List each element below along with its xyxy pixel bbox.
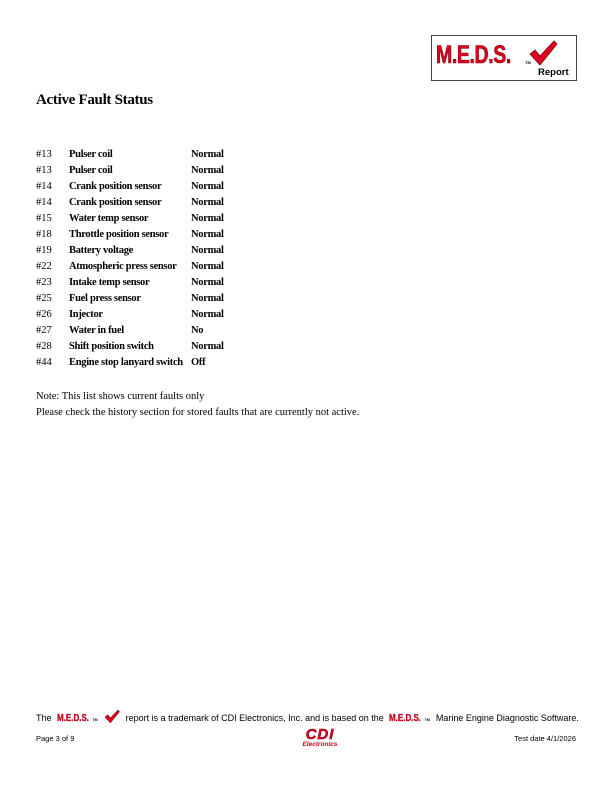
fault-row xyxy=(36,227,336,243)
page-number: Page 3 of 9 xyxy=(36,734,75,743)
test-date: Test date 4/1/2026 xyxy=(514,734,576,743)
fault-name: Atmospheric press sensor xyxy=(69,261,177,272)
fault-name: Throttle position sensor xyxy=(69,229,169,240)
fault-name: Intake temp sensor xyxy=(69,277,150,288)
fault-name: Crank position sensor xyxy=(69,181,162,192)
fault-name: Pulser coil xyxy=(69,165,113,176)
fault-code: #13 xyxy=(36,165,52,176)
fault-status: Normal xyxy=(191,261,224,272)
fault-row xyxy=(36,275,336,291)
check-mark-icon xyxy=(104,709,120,724)
fault-name: Injector xyxy=(69,309,103,320)
fault-code: #27 xyxy=(36,325,52,336)
cdi-electronics-logo xyxy=(290,725,350,749)
fault-name: Fuel press sensor xyxy=(69,293,141,304)
fault-code: #19 xyxy=(36,245,52,256)
fault-row xyxy=(36,211,336,227)
fault-code: #26 xyxy=(36,309,52,320)
fault-status: Normal xyxy=(191,293,224,304)
fault-row xyxy=(36,179,336,195)
fault-status: No xyxy=(191,325,204,336)
fault-status: Normal xyxy=(191,165,224,176)
fault-status: Normal xyxy=(191,197,224,208)
fault-name: Shift position switch xyxy=(69,341,154,352)
logo-report-text: Report xyxy=(538,67,569,78)
fault-code: #25 xyxy=(36,293,52,304)
footer-middle-text: report is a trademark of CDI Electronics, Inc. and is based on the xyxy=(125,713,384,723)
fault-row xyxy=(36,307,336,323)
fault-code: #44 xyxy=(36,357,52,368)
footer-trademark-line xyxy=(36,709,579,724)
fault-row xyxy=(36,163,336,179)
fault-code: #23 xyxy=(36,277,52,288)
footer-tm-2: TM xyxy=(424,718,430,722)
fault-list xyxy=(36,147,336,371)
fault-status: Normal xyxy=(191,181,224,192)
fault-row xyxy=(36,243,336,259)
fault-name: Engine stop lanyard switch xyxy=(69,357,183,368)
fault-status: Normal xyxy=(191,149,224,160)
meds-report-logo xyxy=(431,35,577,81)
logo-brand-text: M.E.D.S. xyxy=(436,41,511,69)
fault-code: #14 xyxy=(36,181,52,192)
fault-row xyxy=(36,291,336,307)
footer-tm-1: TM xyxy=(92,718,98,722)
fault-row xyxy=(36,323,336,339)
fault-row xyxy=(36,195,336,211)
check-mark-icon xyxy=(528,39,558,67)
note xyxy=(36,389,359,421)
fault-row xyxy=(36,355,336,371)
fault-code: #28 xyxy=(36,341,52,352)
fault-status: Normal xyxy=(191,309,224,320)
fault-code: #13 xyxy=(36,149,52,160)
cdi-logo-text: CDI xyxy=(305,726,335,743)
footer-the: The xyxy=(36,713,52,723)
fault-name: Pulser coil xyxy=(69,149,113,160)
fault-code: #14 xyxy=(36,197,52,208)
fault-status: Normal xyxy=(191,341,224,352)
fault-status: Normal xyxy=(191,229,224,240)
fault-status: Normal xyxy=(191,277,224,288)
fault-status: Off xyxy=(191,357,206,368)
fault-name: Battery voltage xyxy=(69,245,134,256)
footer-meds-logo-1: M.E.D.S. xyxy=(56,713,89,724)
fault-name: Water in fuel xyxy=(69,325,124,336)
fault-code: #15 xyxy=(36,213,52,224)
cdi-logo-subtext: Electronics xyxy=(302,741,338,748)
note-line-1: Note: This list shows current faults only xyxy=(36,391,205,402)
fault-code: #22 xyxy=(36,261,52,272)
fault-code: #18 xyxy=(36,229,52,240)
note-line-2: Please check the history section for stored faults that are currently not active. xyxy=(36,407,360,418)
page-title: Active Fault Status xyxy=(36,92,153,108)
fault-status: Normal xyxy=(191,213,224,224)
fault-row xyxy=(36,259,336,275)
footer-meds-logo-2: M.E.D.S. xyxy=(388,713,421,724)
fault-row xyxy=(36,147,336,163)
footer-end-text: Marine Engine Diagnostic Software. xyxy=(435,713,579,723)
fault-name: Crank position sensor xyxy=(69,197,162,208)
fault-name: Water temp sensor xyxy=(69,213,149,224)
fault-status: Normal xyxy=(191,245,224,256)
fault-row xyxy=(36,339,336,355)
logo-tm: TM xyxy=(525,60,531,65)
